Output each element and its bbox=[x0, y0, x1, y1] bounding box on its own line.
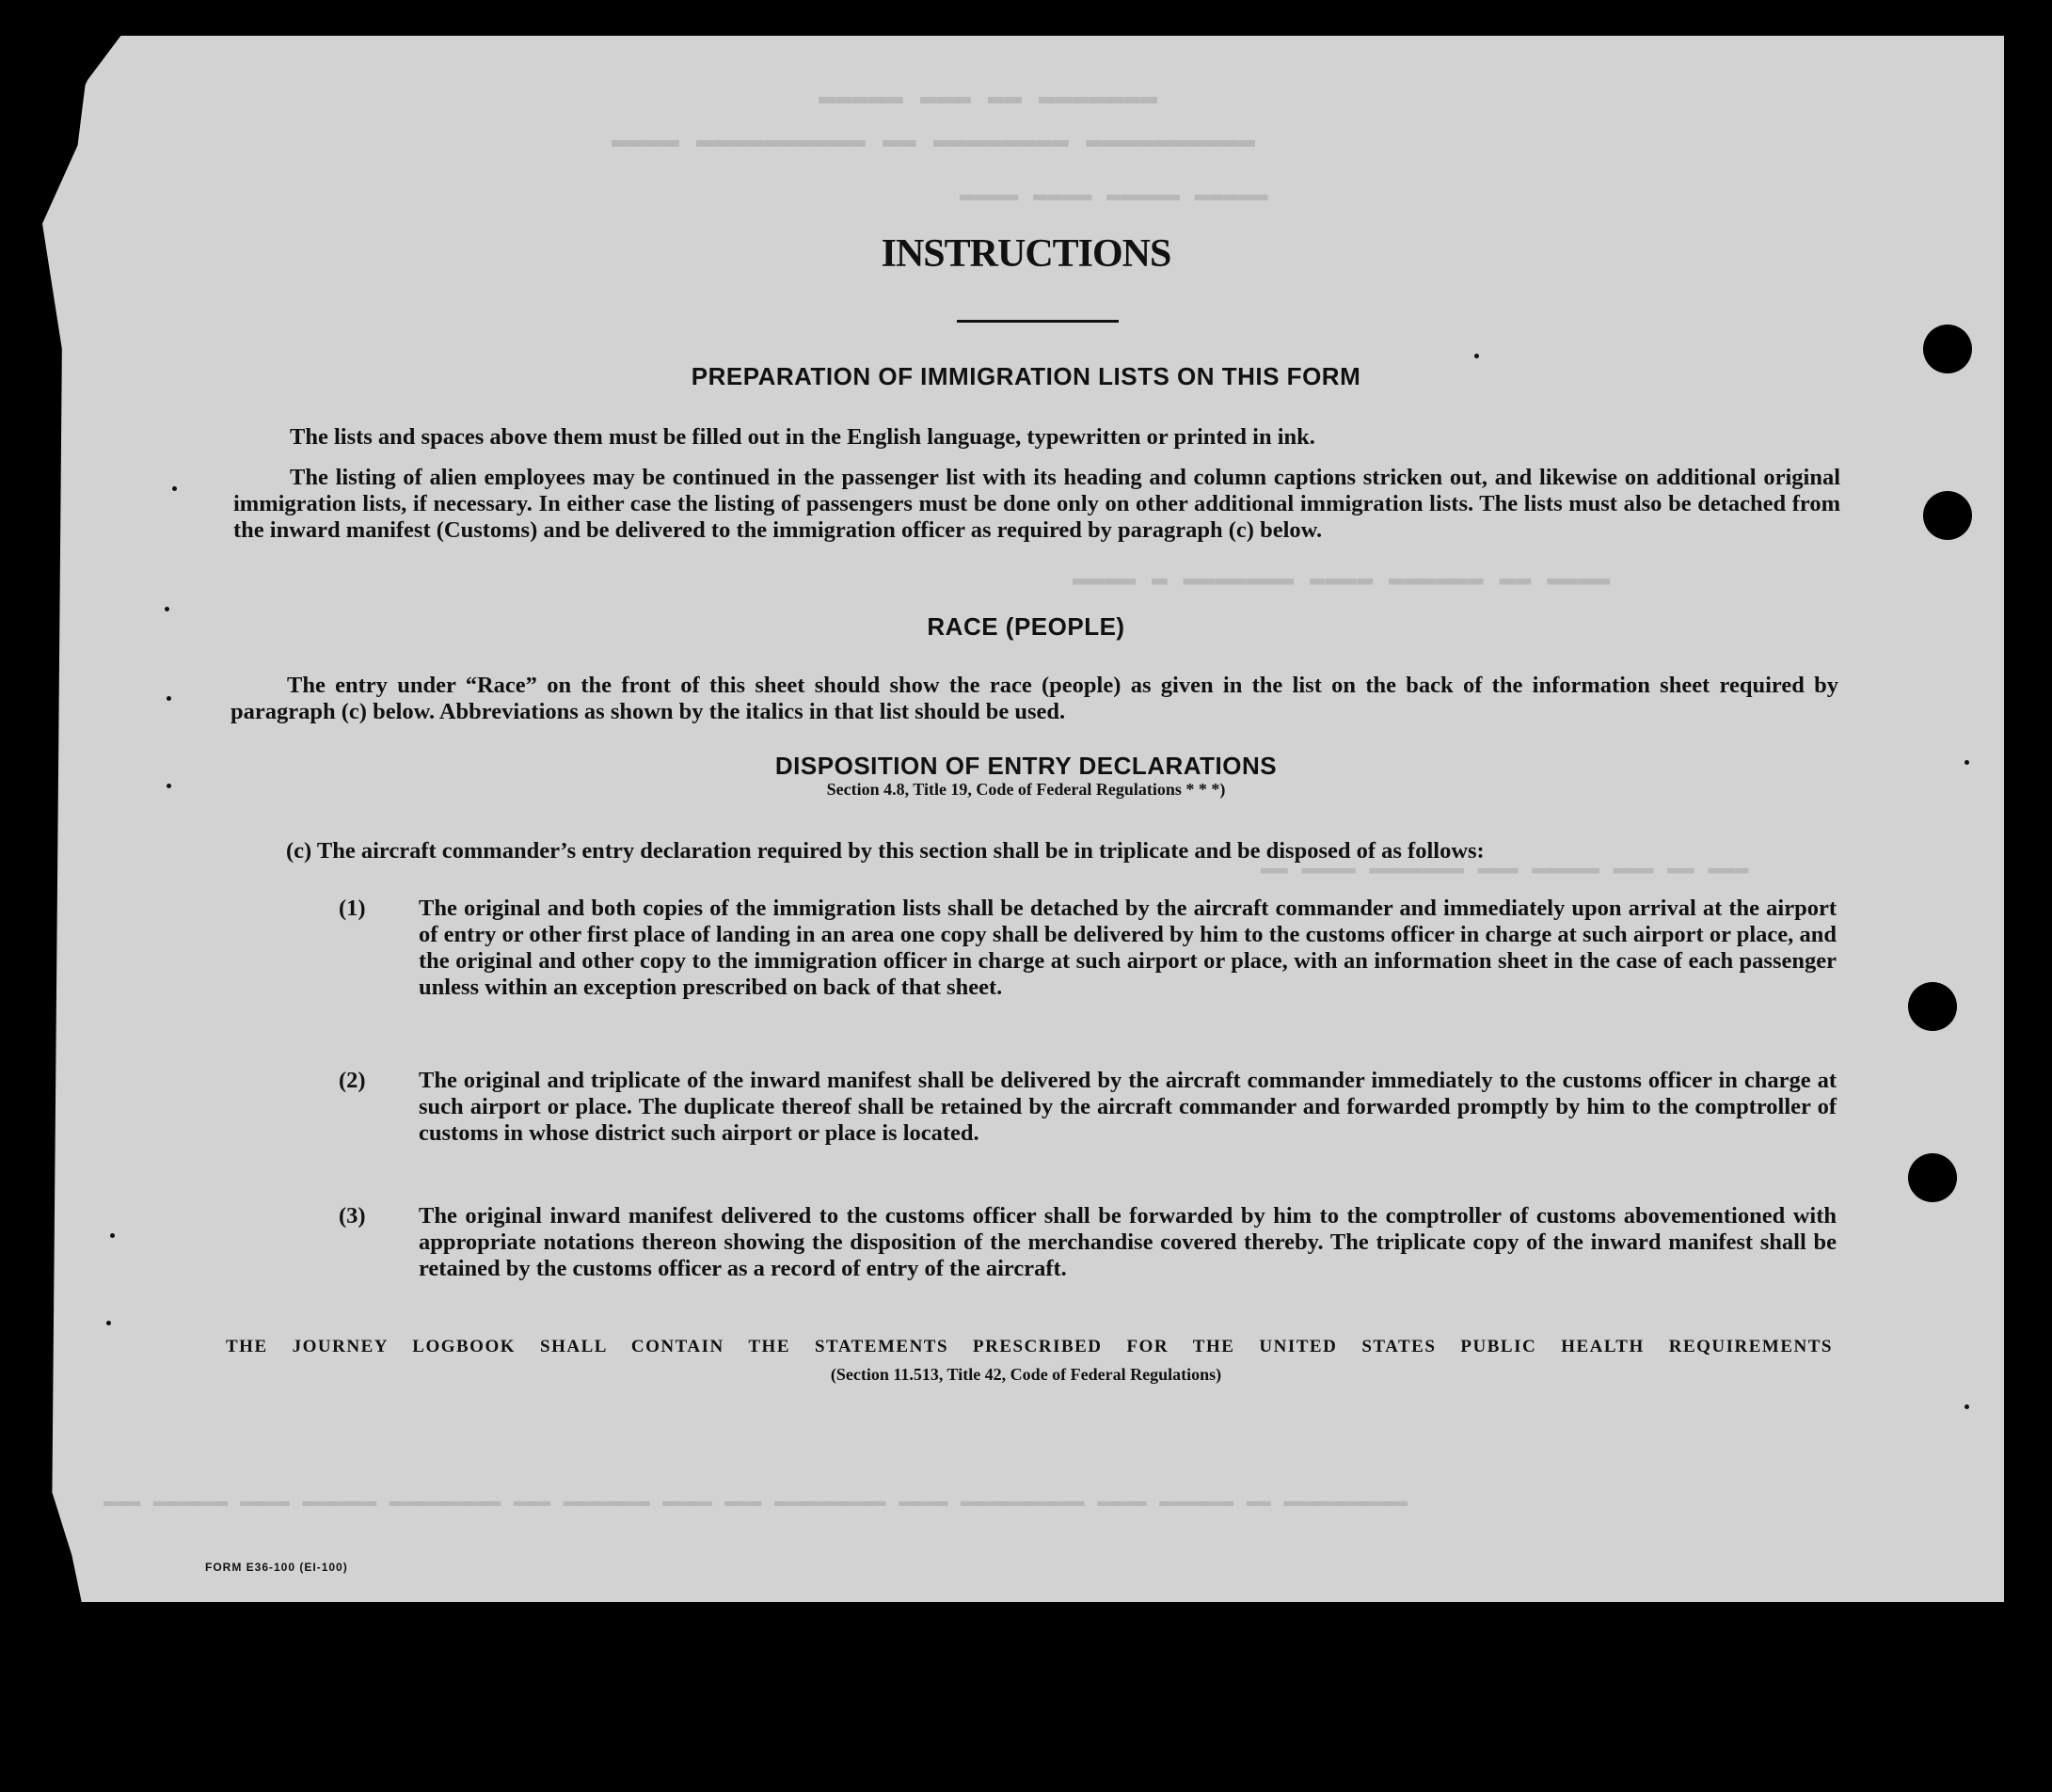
logbook-statement: THE JOURNEY LOGBOOK SHALL CONTAIN THE STATEMENTS PRESCRIBED FOR THE UNITED STATES PUBLIC HEALTH REQUIREMENTS bbox=[226, 1337, 1833, 1356]
section-heading-preparation: PREPARATION OF IMMIGRATION LISTS ON THIS FORM bbox=[691, 362, 1361, 390]
punch-hole bbox=[1923, 491, 1972, 540]
paragraph-preparation-2: The listing of alien employees may be continued in the passenger list with its heading and column captions stricken out, and likewise on additional original immigration lists, if necessary. In either case the listing of passengers must be done only on other additional immigration lists. The lists must also be detached from the inward manifest (Customs) and be delivered to the immigration officer as required by paragraph (c) below. bbox=[233, 465, 1840, 543]
speck bbox=[106, 1321, 111, 1325]
bleed-through-mark: ▬▬▬▬▬ ▬▬▬ ▬▬ ▬▬▬▬▬▬▬ bbox=[819, 87, 1158, 119]
section-subheading-disposition: Section 4.8, Title 19, Code of Federal Regulations * * *) bbox=[826, 780, 1226, 799]
list-item bbox=[339, 1068, 1837, 1147]
speck bbox=[1474, 354, 1479, 358]
form-number: FORM E36-100 (EI-100) bbox=[205, 1561, 348, 1574]
list-item-text: The original and both copies of the immigration lists shall be detached by the aircraft commander and immediately upon arrival at the airport of entry or other first place of landing in an area one copy shall be delivered by him to the customs officer in charge at such airport or place, and the original and other copy to the immigration officer in charge at such airport or place, with an information sheet in the case of each passenger unless within an exception prescribed on back of that sheet. bbox=[419, 896, 1837, 1000]
punch-hole bbox=[1908, 1153, 1957, 1202]
section-heading-disposition: DISPOSITION OF ENTRY DECLARATIONS bbox=[774, 752, 1278, 780]
list-item-number: (1) bbox=[339, 896, 366, 921]
speck bbox=[167, 696, 171, 701]
logbook-citation: (Section 11.513, Title 42, Code of Federal Regulations) bbox=[830, 1365, 1222, 1384]
paragraph-disposition-intro: (c) The aircraft commander’s entry declaration required by this section shall be in triplicate and be disposed of as follows: bbox=[286, 838, 1485, 864]
speck bbox=[165, 607, 169, 611]
bleed-through-mark: ▬▬▬ ▬▬▬▬▬▬ ▬▬▬▬ ▬▬▬▬▬▬ ▬▬▬▬▬▬▬▬▬ ▬▬▬ ▬▬▬▬▬▬▬ ▬▬▬▬ ▬▬▬ ▬▬▬▬▬▬▬▬▬ ▬▬▬▬ ▬▬▬▬▬▬▬▬▬▬ ▬▬▬▬ ▬▬▬▬▬▬ ▬▬ ▬▬▬▬▬▬▬▬▬▬ bbox=[103, 1494, 1408, 1517]
list-item-text: The original inward manifest delivered to the customs officer shall be forwarded by him to the comptroller of customs abovementioned with appropriate notations thereon showing the disposition of the merchandise covered thereby. The triplicate copy of the inward manifest shall be retained by the customs officer as a record of entry of the aircraft. bbox=[419, 1203, 1837, 1281]
paragraph-preparation-1: The lists and spaces above them must be filled out in the English language, typewritten or printed in ink. bbox=[290, 424, 1315, 450]
bleed-through-mark: ▬▬▬▬ ▬▬▬▬▬▬▬▬▬▬ ▬▬ ▬▬▬▬▬▬▬▬ ▬▬▬▬▬▬▬▬▬▬ bbox=[612, 130, 1256, 162]
punch-hole bbox=[1908, 982, 1957, 1031]
bleed-through-mark: ▬▬▬▬ ▬▬▬▬ ▬▬▬▬▬ ▬▬▬▬▬ bbox=[960, 186, 1268, 214]
paragraph-race: The entry under “Race” on the front of this sheet should show the race (people) as given in the list on the back of the information sheet required by paragraph (c) below. Abbreviations as shown by the italics in that list should be used. bbox=[231, 673, 1838, 724]
list-item-number: (2) bbox=[339, 1068, 366, 1093]
page-title: INSTRUCTIONS bbox=[881, 232, 1171, 276]
list-item-number: (3) bbox=[339, 1203, 366, 1229]
bleed-through-mark: ▬▬ ▬▬▬▬ ▬▬▬▬▬▬▬ ▬▬▬ ▬▬▬▬▬ ▬▬▬ ▬▬ ▬▬▬ bbox=[1261, 860, 1749, 885]
speck bbox=[172, 486, 177, 491]
speck bbox=[1965, 1404, 1969, 1409]
section-heading-race: RACE (PEOPLE) bbox=[927, 612, 1125, 641]
list-item-text: The original and triplicate of the inward manifest shall be delivered by the aircraft commander immediately to the customs officer in charge at such airport or place. The duplicate thereof shall be retained by the aircraft commander and forwarded promptly by him to the comptroller of customs in whose district such airport or place is located. bbox=[419, 1068, 1837, 1146]
speck bbox=[110, 1233, 115, 1238]
list-item bbox=[339, 896, 1837, 1001]
title-underline bbox=[957, 320, 1119, 323]
list-item bbox=[339, 1203, 1837, 1282]
bleed-through-mark: ▬▬▬▬ ▬ ▬▬▬▬▬▬▬ ▬▬▬▬ ▬▬▬▬▬▬ ▬▬ ▬▬▬▬ bbox=[1073, 569, 1611, 598]
